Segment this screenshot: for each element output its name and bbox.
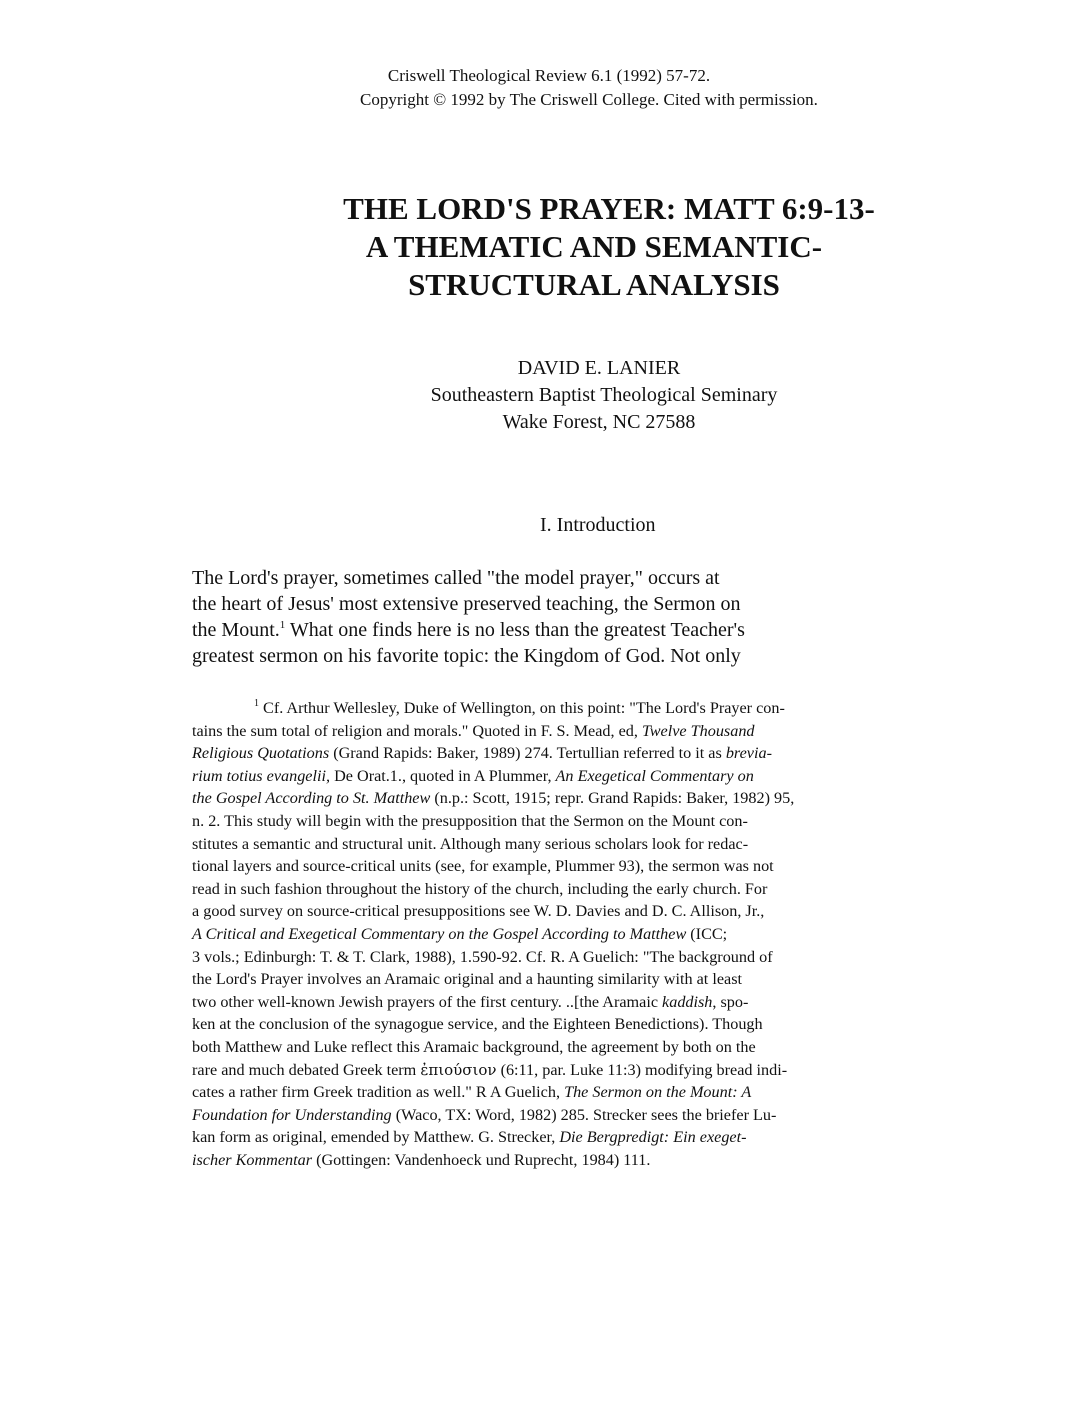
footnote-line: A Critical and Exegetical Commentary on the Gospel According to Matthew (ICC; [192,924,728,943]
body-line: The Lord's prayer, sometimes called "the model prayer," occurs at [192,567,720,589]
footnote-line: 3 vols.; Edinburgh: T. & T. Clark, 1988), 1.590-92. Cf. R. A Guelich: "The background of [192,947,773,966]
title-line-1: THE LORD'S PRAYER: MATT 6:9-13- [343,191,875,226]
body-line: the heart of Jesus' most extensive preserved teaching, the Sermon on [192,593,741,615]
footnote-line: both Matthew and Luke reflect this Aramaic background, the agreement by both on the [192,1037,756,1056]
article-title [0,190,1088,304]
footnote-line: $^1$ Cf. Arthur Wellesley, Duke of Wellington, on this point: "The Lord's Prayer con- [254,698,785,717]
italic-title: A Critical and Exegetical Commentary on the Gospel According to Matthew [192,924,687,943]
italic-title: Foundation for Understanding [192,1105,392,1124]
footnote-reference: 1 [279,619,286,631]
author-block [0,355,1088,436]
footnote-line: kan form as original, emended by Matthew. G. Strecker, Die Bergpredigt: Ein exeget- [192,1128,747,1147]
footnote-line: rium totius evangelii, De Orat.1., quoted in A Plummer, An Exegetical Commentary on [192,766,754,785]
body-line [192,617,912,643]
footnote-line: a good survey on source-critical presuppositions see W. D. Davies and D. C. Allison, Jr., [192,902,765,921]
body-text: What one finds here is no less than the greatest Teacher's [285,619,745,641]
italic-title: the Gospel According to St. Matthew [192,789,431,808]
footnote-line: ischer Kommentar (Gottingen: Vandenhoeck und Ruprecht, 1984) 111. [192,1150,651,1169]
footnote-line: Religious Quotations (Grand Rapids: Baker, 1989) 274. Tertullian referred to it as brevia- [192,744,772,763]
italic-title: The Sermon on the Mount: A [564,1083,752,1102]
title-line-3: STRUCTURAL ANALYSIS [408,267,780,302]
body-line: greatest sermon on his favorite topic: the Kingdom of God. Not only [192,645,741,667]
body-paragraph [192,565,912,669]
italic-title: An Exegetical Commentary on [555,766,754,785]
author-name: DAVID E. LANIER [517,357,681,379]
italic-term: kaddish [662,992,713,1011]
footnote-line: the Gospel According to St. Matthew (n.p.: Scott, 1915; repr. Grand Rapids: Baker, 1982) 95, [192,789,795,808]
footnote-line: n. 2. This study will begin with the presupposition that the Sermon on the Mount con- [192,811,748,830]
copyright-line: Copyright © 1992 by The Criswell College. Cited with permission. [360,90,818,109]
italic-title: ischer Kommentar [192,1150,313,1169]
author-location: Wake Forest, NC 27588 [502,411,696,433]
greek-term: ἐπιούσιον [420,1060,497,1079]
footnote-line: tains the sum total of religion and morals." Quoted in F. S. Mead, ed, Twelve Thousand [192,721,755,740]
title-line-2: A THEMATIC AND SEMANTIC- [365,229,823,264]
footnote-line: read in such fashion throughout the history of the church, including the early church. For [192,879,768,898]
section-heading: I. Introduction [540,514,656,536]
italic-title: Twelve Thousand [641,721,755,740]
footnote-line: ken at the conclusion of the synagogue service, and the Eighteen Benedictions). Though [192,1015,763,1034]
footnote-line: the Lord's Prayer involves an Aramaic original and a haunting similarity with at least [192,970,743,989]
footnote-line: cates a rather firm Greek tradition as well." R A Guelich, The Sermon on the Mount: A [192,1083,752,1102]
footnote-line: stitutes a semantic and structural unit. Although many serious scholars look for redac- [192,834,749,853]
footnote-line: two other well-known Jewish prayers of the first century. ..[the Aramaic kaddish, spo- [192,992,749,1011]
italic-term: brevia- [725,744,772,763]
journal-header [0,64,1088,112]
body-text: the Mount. [192,619,280,641]
citation-line: Criswell Theological Review 6.1 (1992) 57-72. [387,66,711,85]
author-institution: Southeastern Baptist Theological Seminary [430,384,778,406]
italic-title: Die Bergpredigt: Ein exeget- [559,1128,747,1147]
footnote-line: tional layers and source-critical units (see, for example, Plummer 93), the sermon was not [192,857,774,876]
footnote-line: Foundation for Understanding (Waco, TX: Word, 1982) 285. Strecker sees the briefer Lu- [192,1105,777,1124]
italic-term: rium totius evangelii, [192,766,331,785]
footnote [192,697,912,1171]
footnote-line: rare and much debated Greek term ἐπιούσιον (6:11, par. Luke 11:3) modifying bread indi- [192,1060,788,1079]
footnote-marker: 1 [254,698,259,709]
italic-title: Religious Quotations [192,744,330,763]
